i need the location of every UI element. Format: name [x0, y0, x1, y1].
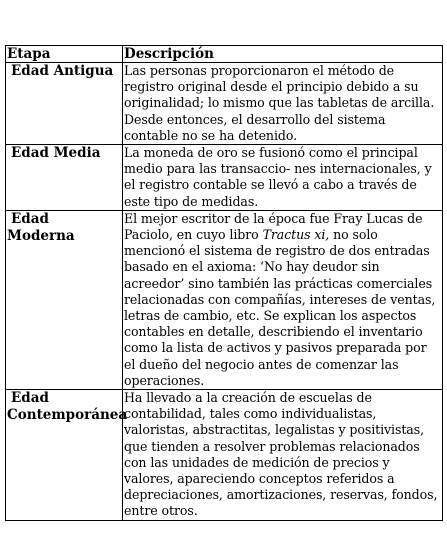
description-cell [123, 210, 443, 389]
description-cell: Las personas proporcionaron el método de registro original desde el principio debido a su originalidad; lo mismo que las tabletas de arcilla. Desde entonces, el desarrollo del sistema contable no se ha detenido. [123, 63, 443, 145]
stage-label-line2: Contemporánea [7, 407, 128, 424]
header-descripcion: Descripción [123, 46, 443, 63]
description-text: El mejor escritor de la época fue Fray Lucas de Paciolo, en cuyo libro [124, 210, 423, 243]
description-cell: Ha llevado a la creación de escuelas de contabilidad, tales como individualistas, valoristas, abstractitas, legalistas y positivistas, que tienden a resolver problemas relacionados con las unidades de medición de precios y valores, apareciendo conceptos referidos a depreciaciones, amortizaciones, reservas, fondos, entre otros. [123, 390, 443, 521]
table-row [6, 145, 443, 211]
header-etapa: Etapa [6, 46, 123, 63]
stage-label: Edad Antigua [11, 63, 114, 79]
history-table [5, 45, 443, 521]
stage-cell [6, 210, 123, 389]
table-row [6, 390, 443, 521]
stage-cell [6, 145, 123, 211]
table-row [6, 210, 443, 389]
table-row [6, 63, 443, 145]
stage-cell [6, 390, 128, 521]
stage-label-line1: Edad [11, 390, 49, 407]
book-title: Tractus xi, [262, 227, 330, 243]
description-text: no solo mencionó el sistema de registro de dos entradas basado en el axioma: ‘No hay deudor sin acreedor’ sino también las prácticas comerciales relacionadas con compañías, intereses de ventas, letras de cambio, etc. Se explican los aspectos contables en detalle, describiendo el inventario como la lista de activos y pasivos preparada por el dueño del negocio antes de comenzar las operaciones. [124, 227, 436, 388]
stage-cell [6, 63, 123, 145]
stage-label: Edad Media [11, 145, 101, 162]
stage-label: Edad Moderna [7, 210, 75, 244]
description-cell: La moneda de oro se fusionó como el principal medio para las transaccio- nes internacionales, y el registro contable se llevó a cabo a través de este tipo de medidas. [123, 145, 443, 211]
table-header-row [6, 46, 443, 63]
